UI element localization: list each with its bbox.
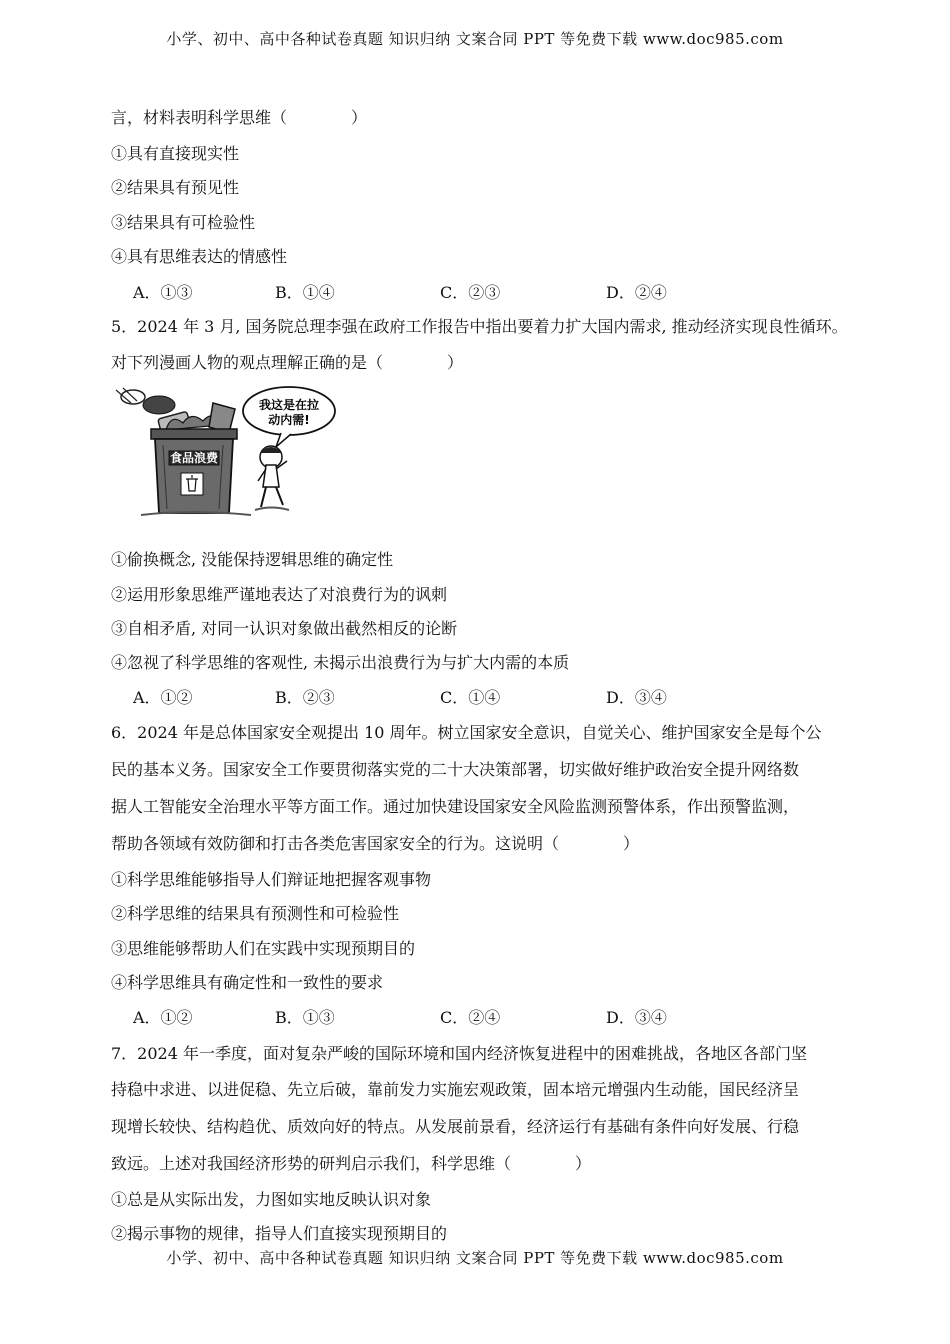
trash-bin-illustration: [141, 403, 251, 515]
q4-item-3: ③结果具有可检验性: [111, 213, 256, 232]
q4-item-4: ④具有思维表达的情感性: [111, 247, 288, 266]
q4-option-d[interactable]: D．②④: [606, 283, 667, 302]
q4-option-a[interactable]: A．①③: [133, 283, 193, 302]
q4-item-1: ①具有直接现实性: [111, 144, 240, 163]
q5-item-3: ③自相矛盾, 对同一认识对象做出截然相反的论断: [111, 619, 458, 638]
q6-item-3: ③思维能够帮助人们在实践中实现预期目的: [111, 939, 416, 958]
q6-options: [133, 1005, 833, 1027]
q4-stem: 言，材料表明科学思维（ ）: [111, 108, 368, 127]
bin-label: 食品浪费: [169, 451, 219, 465]
q5-option-c[interactable]: C．①④: [440, 688, 501, 707]
q6-option-b[interactable]: B．①③: [275, 1008, 335, 1027]
q6-item-2: ②科学思维的结果具有预测性和可检验性: [111, 904, 400, 923]
q5-stem-line-1: 5．2024 年 3 月, 国务院总理李强在政府工作报告中指出要着力扩大国内需求, 推动经济实现良性循环。: [111, 317, 848, 336]
q6-stem-line-4: 帮助各领域有效防御和打击各类危害国家安全的行为。这说明（ ）: [111, 834, 640, 853]
q4-item-2: ②结果具有预见性: [111, 178, 240, 197]
q6-option-c[interactable]: C．②④: [440, 1008, 501, 1027]
q5-item-1: ①偷换概念, 没能保持逻辑思维的确定性: [111, 550, 394, 569]
bubble-text-line-2: 动内需!: [268, 413, 310, 427]
q6-item-4: ④科学思维具有确定性和一致性的要求: [111, 973, 384, 992]
q5-option-a[interactable]: A．①②: [133, 688, 193, 707]
q4-option-c[interactable]: C．②③: [440, 283, 501, 302]
food-waste-cartoon: [111, 385, 341, 520]
q5-option-b[interactable]: B．②③: [275, 688, 335, 707]
page-header: 小学、初中、高中各种试卷真题 知识归纳 文案合同 PPT 等免费下载 www.doc985.com: [166, 30, 784, 48]
bubble-text-line-1: 我这是在拉: [258, 398, 320, 412]
q6-item-1: ①科学思维能够指导人们辩证地把握客观事物: [111, 870, 432, 889]
man-figure-illustration: [255, 446, 289, 510]
q4-option-b[interactable]: B．①④: [275, 283, 335, 302]
q7-stem-line-2: 持稳中求进、以进促稳、先立后破，靠前发力实施宏观政策，固本培元增强内生动能，国民经济呈: [111, 1080, 800, 1099]
q5-options: [133, 685, 833, 707]
q6-stem-line-2: 民的基本义务。国家安全工作要贯彻落实党的二十大决策部署，切实做好维护政治安全提升网络数: [111, 760, 800, 779]
q7-item-1: ①总是从实际出发，力图如实地反映认识对象: [111, 1190, 432, 1209]
q7-stem-line-3: 现增长较快、结构趋优、质效向好的特点。从发展前景看，经济运行有基础有条件向好发展、行稳: [111, 1117, 800, 1136]
speech-bubble: [243, 387, 335, 447]
q5-option-d[interactable]: D．③④: [606, 688, 667, 707]
q5-item-4: ④忽视了科学思维的客观性, 未揭示出浪费行为与扩大内需的本质: [111, 653, 570, 672]
q7-item-2: ②揭示事物的规律，指导人们直接实现预期目的: [111, 1224, 448, 1243]
q6-option-d[interactable]: D．③④: [606, 1008, 667, 1027]
q5-stem-line-2: 对下列漫画人物的观点理解正确的是（ ）: [111, 353, 464, 372]
q4-options: [133, 280, 833, 302]
page-footer: 小学、初中、高中各种试卷真题 知识归纳 文案合同 PPT 等免费下载 www.doc985.com: [166, 1249, 784, 1267]
q7-stem-line-4: 致远。上述对我国经济形势的研判启示我们，科学思维（ ）: [111, 1154, 592, 1173]
thrown-food-illustration: [116, 388, 175, 414]
q5-item-2: ②运用形象思维严谨地表达了对浪费行为的讽刺: [111, 585, 448, 604]
q6-stem-line-3: 据人工智能安全治理水平等方面工作。通过加快建设国家安全风险监测预警体系，作出预警监测，: [111, 797, 800, 816]
q6-stem-line-1: 6．2024 年是总体国家安全观提出 10 周年。树立国家安全意识，自觉关心、维护国家安全是每个公: [111, 723, 822, 742]
q6-option-a[interactable]: A．①②: [133, 1008, 193, 1027]
q7-stem-line-1: 7．2024 年一季度，面对复杂严峻的国际环境和国内经济恢复进程中的困难挑战，各地区各部门坚: [111, 1044, 807, 1063]
